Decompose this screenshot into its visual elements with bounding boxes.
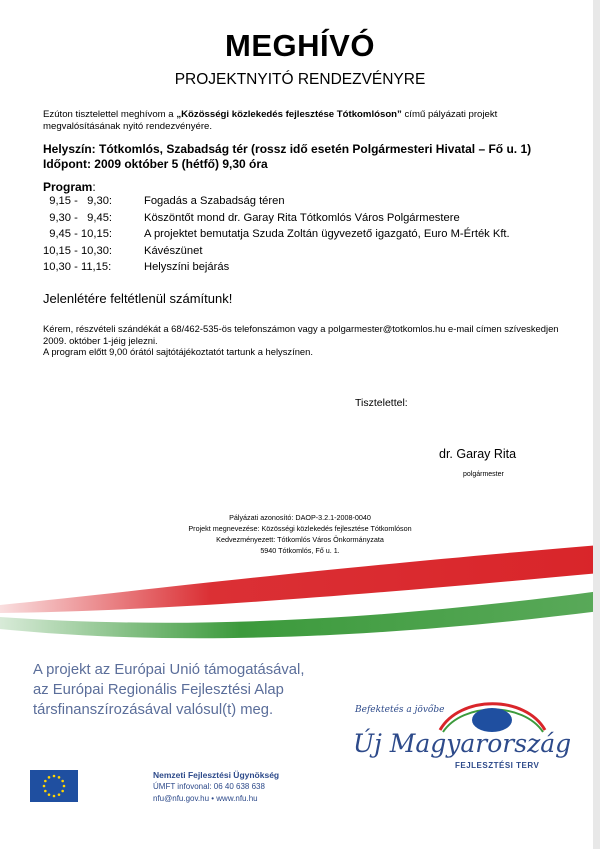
signer-name: dr. Garay Rita (439, 447, 517, 461)
document-subtitle: PROJEKTNYITÓ RENDEZVÉNYRE (174, 71, 426, 88)
program-time: 9,45 - 10,15: (43, 228, 113, 241)
eu-star-icon (44, 790, 47, 793)
program-desc: A projektet bemutatja Szuda Zoltán ügyvezető igazgató, Euro M-Érték Kft. (144, 228, 510, 241)
nfu-infoline: ÚMFT infovonal: 06 40 638 638 (153, 782, 265, 791)
contact-line-2: A program előtt 9,00 órától sajtótájékoztatót tartunk a helyszínen. (43, 346, 313, 357)
eu-star-icon (43, 785, 46, 788)
program-desc: Helyszíni bejárás (144, 261, 230, 274)
document-title: MEGHÍVÓ (225, 28, 375, 63)
logo-slogan: Befektetés a jövőbe (355, 705, 445, 715)
eu-star-icon (48, 776, 51, 779)
logo-plan: FEJLESZTÉSI TERV (455, 761, 540, 770)
contact-paragraph (43, 323, 563, 358)
eu-star-icon (53, 795, 56, 798)
event-details (43, 142, 583, 171)
eu-text-line: A projekt az Európai Unió támogatásával, (33, 662, 305, 678)
meta-line: 5940 Tótkomlós, Fő u. 1. (260, 546, 340, 555)
logo-name: Új Magyarország (353, 729, 572, 758)
eu-flag-icon (30, 770, 78, 802)
regards-text: Tisztelettel: (355, 397, 408, 409)
contact-line-1: Kérem, részvételi szándékát a 68/462-535-ös telefonszámon vagy a polgarmester@totkomlos.hu e-mail címen szíveskedjen 2009. október 1-jéig jelezni. (43, 323, 559, 346)
flag-wave-decoration (0, 545, 600, 645)
meta-line: Pályázati azonosító: DAOP-3.2.1-2008-0040 (229, 513, 371, 522)
meta-line: Kedvezményezett: Tótkomlós Város Önkormányzata (216, 535, 384, 544)
eu-text-line: az Európai Regionális Fejlesztési Alap (33, 682, 284, 698)
page-edge (593, 0, 600, 849)
eu-star-icon (48, 793, 51, 796)
eu-star-icon (58, 793, 61, 796)
nfu-web: nfu@nfu.gov.hu • www.nfu.hu (153, 794, 258, 803)
program-time: 10,15 - 10,30: (43, 244, 113, 257)
meta-line: Projekt megnevezése: Közösségi közlekedés fejlesztése Tótkomlóson (188, 524, 412, 533)
program-colon: : (92, 180, 96, 194)
eu-funding-statement (33, 660, 304, 720)
attendance-note: Jelenlétére feltétlenül számítunk! (43, 291, 233, 306)
program-heading (43, 180, 96, 194)
eu-star-icon (44, 780, 47, 783)
intro-before: Ezúton tisztelettel meghívom a (43, 109, 177, 120)
intro-project-name: „Közösségi közlekedés fejlesztése Tótkomlóson” (176, 109, 402, 120)
time-line: Időpont: 2009 október 5 (hétfő) 9,30 óra (43, 156, 268, 171)
intro-paragraph (43, 109, 573, 133)
eu-star-icon (61, 790, 64, 793)
program-label: Program (43, 180, 93, 194)
program-time: 9,15 - 9,30: (43, 195, 113, 207)
eu-star-icon (61, 780, 64, 783)
eu-star-icon (63, 785, 66, 788)
program-desc: Köszöntőt mond dr. Garay Rita Tótkomlós Város Polgármestere (144, 211, 460, 224)
intro-after: című pályázati projekt megvalósításának nyitó rendezvényére. (43, 109, 498, 132)
eu-star-icon (53, 775, 56, 778)
signer-role: polgármester (463, 471, 504, 478)
program-time: 10,30 - 11,15: (43, 261, 112, 274)
program-desc: Kávészünet (144, 244, 203, 257)
program-time: 9,30 - 9,45: (43, 211, 113, 224)
program-desc: Fogadás a Szabadság téren (144, 195, 285, 207)
eu-text-line: társfinanszírozásával valósul(t) meg. (33, 702, 274, 718)
uj-magyarorszag-logo (345, 690, 575, 785)
eu-star-icon (58, 776, 61, 779)
place-line: Helyszín: Tótkomlós, Szabadság tér (rossz idő esetén Polgármesteri Hivatal – Fő u. 1) (43, 142, 532, 156)
nfu-org-name: Nemzeti Fejlesztési Ügynökség (153, 770, 280, 780)
nfu-contact-block (153, 769, 279, 805)
